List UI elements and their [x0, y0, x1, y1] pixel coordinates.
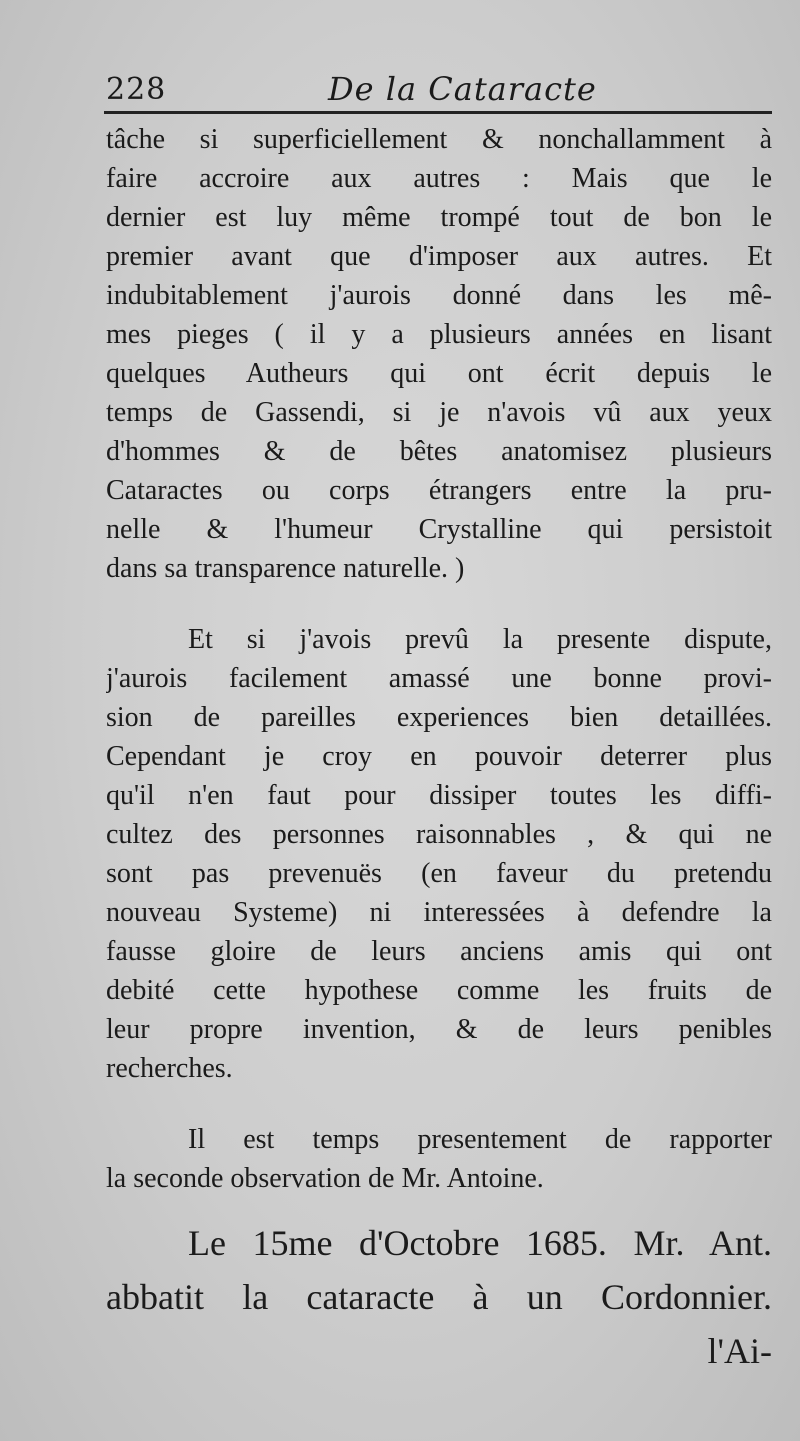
- text-line: tâche si superficiellement & nonchallamment à: [106, 124, 772, 155]
- text-line: indubitablement j'aurois donné dans les mê-: [106, 280, 772, 311]
- text-line: debité cette hypothese comme les fruits de: [106, 975, 772, 1006]
- text-line: quelques Autheurs qui ont écrit depuis le: [106, 358, 772, 389]
- text-line: nouveau Systeme) ni interessées à defendre la: [106, 897, 772, 928]
- text-line: dernier est luy même trompé tout de bon le: [106, 202, 772, 233]
- text-line: mes pieges ( il y a plusieurs années en lisant: [106, 319, 772, 350]
- text-line: faire accroire aux autres : Mais que le: [106, 163, 772, 194]
- text-line: recherches.: [106, 1053, 233, 1084]
- text-line: leur propre invention, & de leurs penibles: [106, 1014, 772, 1045]
- text-line: premier avant que d'imposer aux autres. Et: [106, 241, 772, 272]
- text-line: Cependant je croy en pouvoir deterrer plus: [106, 741, 772, 772]
- page-body: [106, 120, 772, 1378]
- catchword: l'Ai-: [707, 1331, 772, 1371]
- text-line: Et si j'avois prevû la presente dispute,: [188, 624, 772, 655]
- text-line: Cataractes ou corps étrangers entre la pru-: [106, 475, 772, 506]
- text-line: j'aurois facilement amassé une bonne provi-: [106, 663, 772, 694]
- running-head: De la Cataracte: [328, 70, 597, 108]
- text-line: fausse gloire de leurs anciens amis qui ont: [106, 936, 772, 967]
- text-line: dans sa transparence naturelle. ): [106, 553, 465, 584]
- text-line: cultez des personnes raisonnables , & qui ne: [106, 819, 772, 850]
- text-line: abbatit la cataracte à un Cordonnier.: [106, 1277, 772, 1317]
- page-number: 228: [106, 72, 167, 107]
- text-line: sont pas prevenuës (en faveur du pretendu: [106, 858, 772, 889]
- page-header: [106, 66, 772, 106]
- paragraph-2: [106, 620, 772, 1088]
- text-line: Le 15me d'Octobre 1685. Mr. Ant.: [188, 1223, 772, 1263]
- header-rule: [104, 111, 772, 114]
- text-line: d'hommes & de bêtes anatomisez plusieurs: [106, 436, 772, 467]
- paragraph-1: [106, 120, 772, 588]
- text-line: temps de Gassendi, si je n'avois vû aux yeux: [106, 397, 772, 428]
- paragraph-4: [106, 1216, 772, 1324]
- text-line: nelle & l'humeur Crystalline qui persistoit: [106, 514, 772, 545]
- text-line: la seconde observation de Mr. Antoine.: [106, 1163, 544, 1194]
- text-line: sion de pareilles experiences bien detaillées.: [106, 702, 772, 733]
- text-line: qu'il n'en faut pour dissiper toutes les diffi-: [106, 780, 772, 811]
- paragraph-3: [106, 1120, 772, 1198]
- text-line: Il est temps presentement de rapporter: [188, 1124, 772, 1155]
